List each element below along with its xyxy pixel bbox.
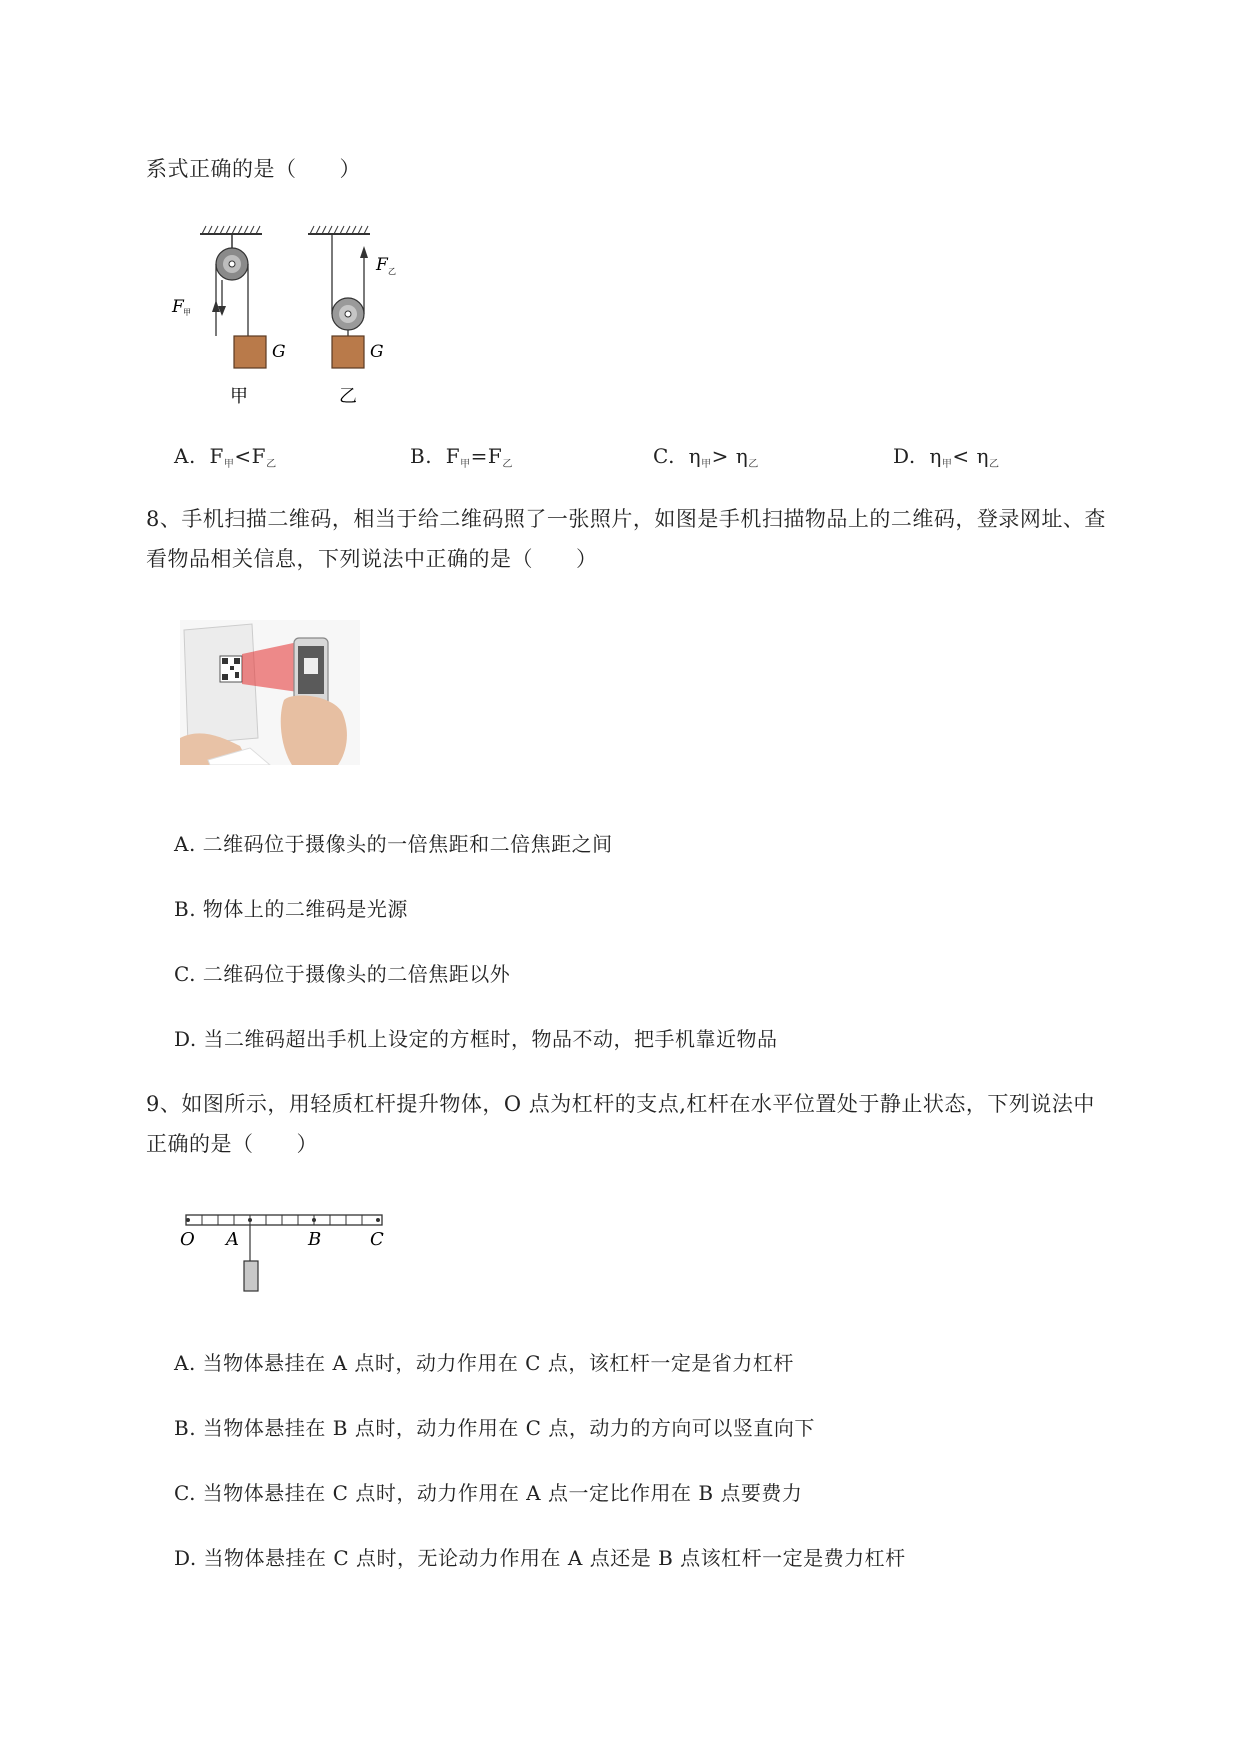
- q9-option-c[interactable]: C. 当物体悬挂在 C 点时，动力作用在 A 点一定比作用在 B 点要费力: [174, 1481, 803, 1505]
- lever-bar: [186, 1215, 382, 1225]
- q7-option-c[interactable]: C. $\eta_甲> \eta_乙$: [653, 444, 759, 470]
- q8-option-d[interactable]: D. 当二维码超出手机上设定的方框时，物品不动，把手机靠近物品: [174, 1027, 778, 1051]
- q7-stem-tail: 系式正确的是（ ）: [146, 157, 361, 181]
- q7-g-yi-label: G: [370, 342, 384, 362]
- q7-pulley-figure: [170, 220, 470, 410]
- ceiling-right: [308, 226, 370, 234]
- q8-stem-line1: 8、手机扫描二维码，相当于给二维码照了一张照片，如图是手机扫描物品上的二维码，登录网址、查: [146, 507, 1106, 531]
- q9-option-d[interactable]: D. 当物体悬挂在 C 点时，无论动力作用在 A 点还是 B 点该杠杆一定是费力杠杆: [174, 1546, 906, 1570]
- q7-f-yi-sub: 乙: [388, 267, 396, 276]
- hanging-weight: [244, 1261, 258, 1291]
- q9-lever-figure: [176, 1205, 396, 1305]
- q8-option-b[interactable]: B. 物体上的二维码是光源: [174, 897, 408, 921]
- q7-label-yi: 乙: [339, 386, 357, 407]
- q7-f-jia-label: F: [172, 297, 184, 317]
- q7-f-yi-label: F: [376, 255, 388, 275]
- movable-pulley: [332, 234, 396, 407]
- q7-f-jia-sub: 甲: [183, 308, 191, 317]
- point-b-label: B: [308, 1229, 322, 1250]
- q8-stem-line2: 看物品相关信息，下列说法中正确的是（ ）: [146, 547, 598, 571]
- q7-g-jia-label: G: [272, 342, 286, 362]
- point-o-label: O: [180, 1229, 195, 1250]
- q8-option-c[interactable]: C. 二维码位于摄像头的二倍焦距以外: [174, 962, 511, 986]
- point-a-label: A: [226, 1229, 239, 1250]
- q7-option-d[interactable]: D. $\eta_甲< \eta_乙$: [893, 444, 1000, 470]
- q7-option-b[interactable]: B. $F_甲=F_乙$: [410, 444, 513, 470]
- fixed-pulley: [171, 234, 286, 407]
- weight-block-yi: [332, 336, 364, 368]
- q9-stem-line1: 9、如图所示，用轻质杠杆提升物体，O 点为杠杆的支点,杠杆在水平位置处于静止状态，下列说法中: [146, 1092, 1095, 1116]
- point-c-label: C: [370, 1229, 384, 1250]
- q7-label-jia: 甲: [230, 386, 248, 407]
- q9-option-a[interactable]: A. 当物体悬挂在 A 点时，动力作用在 C 点，该杠杆一定是省力杠杆: [174, 1351, 794, 1375]
- q8-qr-scan-photo: [180, 620, 360, 765]
- weight-block-jia: [234, 336, 266, 368]
- q7-option-a[interactable]: A. $F_甲<F_乙$: [174, 444, 277, 470]
- q9-option-b[interactable]: B. 当物体悬挂在 B 点时，动力作用在 C 点，动力的方向可以竖直向下: [174, 1416, 815, 1440]
- ceiling-left: [200, 226, 262, 234]
- q9-stem-line2: 正确的是（ ）: [146, 1132, 318, 1156]
- q8-option-a[interactable]: A. 二维码位于摄像头的一倍焦距和二倍焦距之间: [174, 832, 613, 856]
